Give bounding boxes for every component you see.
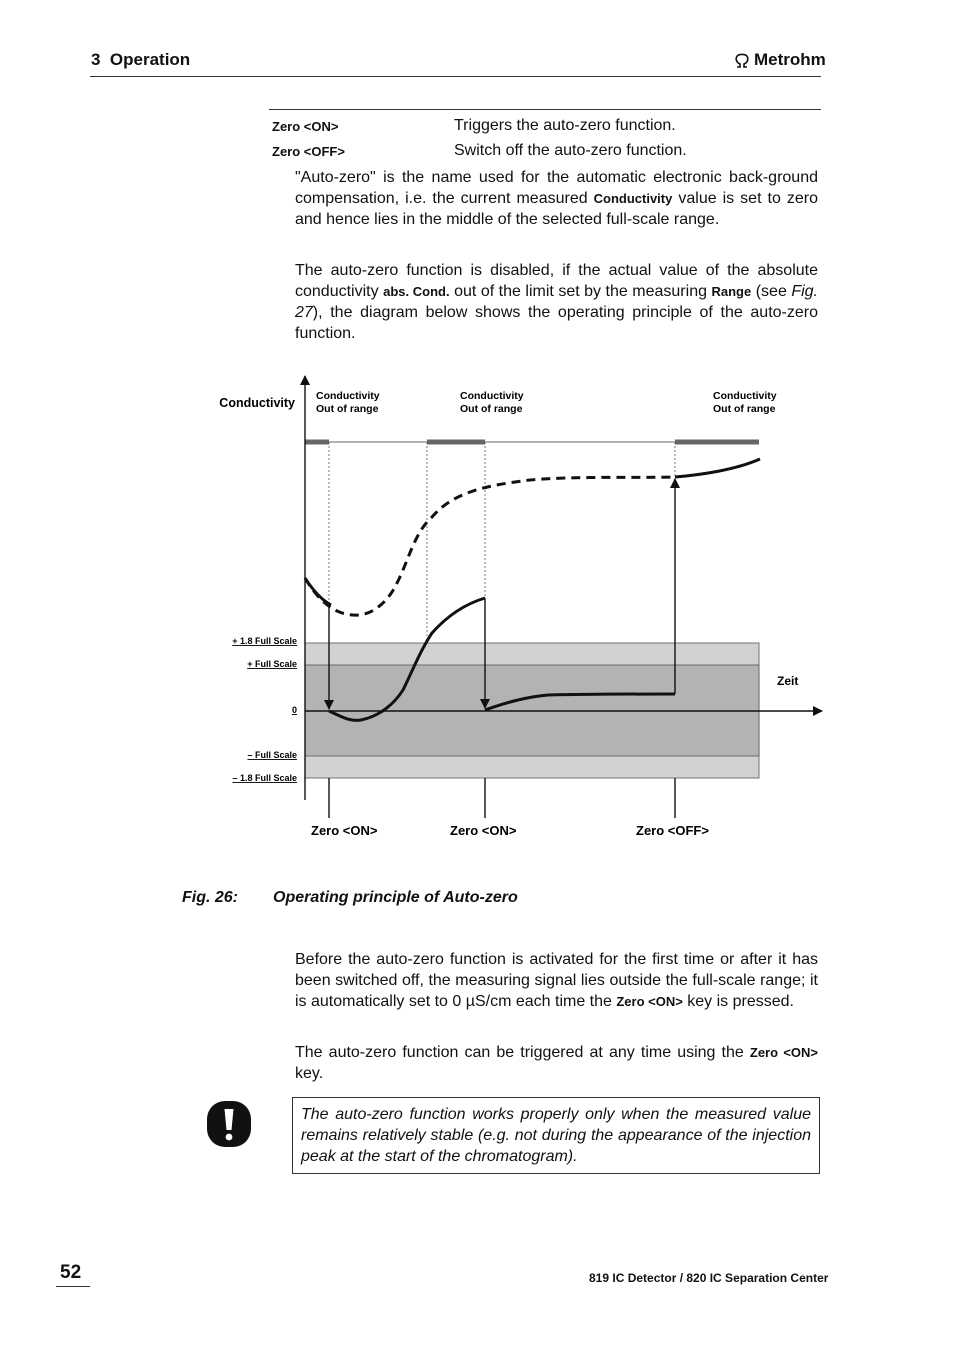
event-label-zero-on-2: Zero <ON> (450, 823, 517, 838)
y-axis-label: Conductivity (219, 396, 295, 410)
level-label-zero: 0 (291, 705, 297, 715)
out-of-range-label-2-line-2: Out of range (460, 403, 523, 415)
event-label-zero-on-1: Zero <ON> (311, 823, 378, 838)
out-of-range-label-2-line-1: Conductivity (460, 390, 524, 402)
param-key-zero-off: Zero <OFF> (272, 144, 345, 159)
footer-product: 819 IC Detector / 820 IC Separation Center (589, 1271, 829, 1285)
note-box: The auto-zero function works properly only when the measured value remains relatively stable (e.g. not during the appearance of the injection peak at the start of the chromatogram). (292, 1097, 820, 1174)
text-run: out of the limit set by the measuring (449, 283, 712, 300)
out-of-range-label-3-line-1: Conductivity (713, 390, 777, 402)
signal-curve-start (305, 578, 331, 605)
uncompensated-signal-curve (305, 477, 675, 615)
text-run: key. (295, 1065, 324, 1082)
text-run: (see (751, 283, 792, 300)
text-run: Before the auto-zero function is activated for the first time or after it has been switched off, the measuring signal lies outside the full-scale range; it is automatically set to 0 µS/cm each time the (295, 951, 818, 1010)
exclamation-icon (206, 1100, 252, 1148)
out-of-range-label-1-line-1: Conductivity (316, 390, 380, 402)
param-desc-zero-off: Switch off the auto-zero function. (454, 142, 687, 159)
paragraph-first-activation (295, 949, 818, 1012)
level-label-minus-1-8-full-scale: – 1.8 Full Scale (232, 773, 297, 783)
level-labels (232, 636, 297, 783)
param-key-zero-on: Zero <ON> (272, 119, 339, 134)
brand-name: Metrohm (754, 50, 826, 69)
keyword-abs-cond: abs. Cond. (383, 284, 450, 299)
x-axis-label: Zeit (777, 674, 799, 688)
keyword-zero-on: Zero <ON> (749, 1045, 819, 1060)
signal-curve-end (675, 459, 760, 477)
paragraph-trigger-anytime (295, 1042, 818, 1084)
keyword-range: Range (711, 284, 752, 299)
param-desc-zero-on: Triggers the auto-zero function. (454, 117, 676, 134)
keyword-zero-on: Zero <ON> (616, 994, 683, 1009)
event-label-zero-off: Zero <OFF> (636, 823, 709, 838)
page-number: 52 (60, 1262, 82, 1283)
level-label-plus-full-scale: + Full Scale (247, 659, 297, 669)
keyword-conductivity: Conductivity (593, 191, 673, 206)
text-run: The auto-zero function is disabled, if the actual value of the absolute conductivity (295, 262, 818, 300)
text-run: The auto-zero function can be triggered at any time using the (295, 1044, 750, 1061)
out-of-range-bar-2 (427, 440, 485, 445)
page-number-rule (56, 1286, 90, 1287)
level-label-minus-full-scale: – Full Scale (247, 750, 297, 760)
text-run: "Auto-zero" is the name used for the automatic electronic back-ground compensation, i.e. the current measured (295, 169, 818, 207)
out-of-range-label-3-line-2: Out of range (713, 403, 776, 415)
key-markers (329, 778, 675, 818)
out-of-range-label-1-line-2: Out of range (316, 403, 379, 415)
section-title: 3 Operation (91, 50, 191, 69)
text-run: ), the diagram below shows the operating principle of the auto-zero function. (295, 304, 818, 342)
figure-caption: Operating principle of Auto-zero (273, 889, 518, 906)
out-of-range-bar-1 (305, 440, 329, 445)
figure-number: Fig. 26: (182, 889, 239, 906)
level-label-plus-1-8-full-scale: + 1.8 Full Scale (232, 636, 297, 646)
text-run: value is set to zero and hence lies in the middle of the selected full-scale range. (295, 190, 819, 228)
out-of-range-bar-3 (675, 440, 759, 445)
figure-reference: Fig. 27 (295, 283, 818, 321)
text-run: key is pressed. (682, 993, 794, 1010)
